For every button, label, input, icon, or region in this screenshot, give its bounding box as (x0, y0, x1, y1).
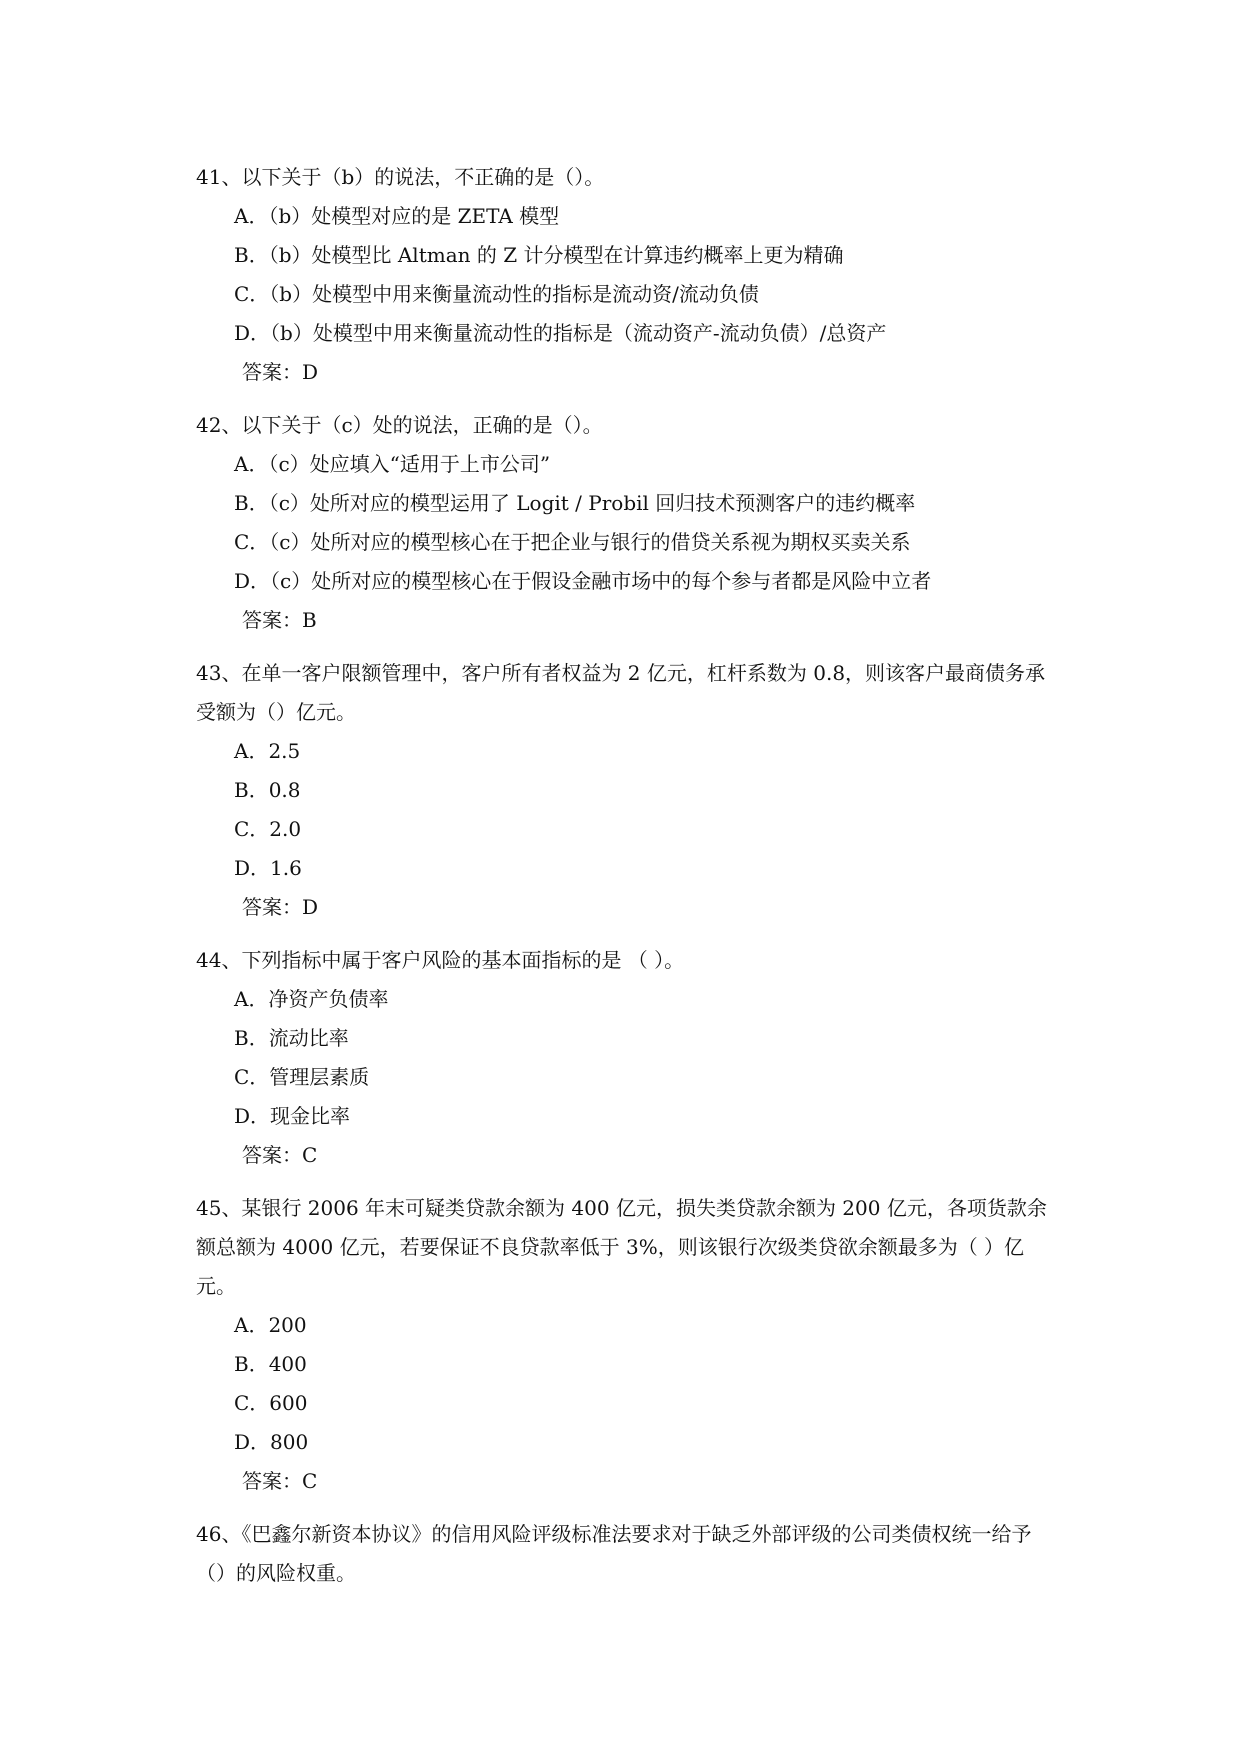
question-45 (196, 1189, 1056, 1501)
question-46 (196, 1515, 1056, 1593)
option-a: A．200 (234, 1313, 307, 1337)
option-d: D．现金比率 (234, 1104, 351, 1128)
question-stem: 45、某银行 2006 年末可疑类贷款余额为 400 亿元，损失类贷款余额为 200 亿元，各项货款余额总额为 4000 亿元，若要保证不良贷款率低于 3%，则该银行次级类贷欲余额最多为（ ）亿元。 (196, 1196, 1047, 1298)
answer-line: 答案：D (242, 895, 319, 919)
option-b: B．（b）处模型比 Altman 的 Z 计分模型在计算违约概率上更为精确 (234, 243, 844, 267)
option-d: D．800 (234, 1430, 309, 1454)
question-43 (196, 654, 1056, 927)
option-c: C．（c）处所对应的模型核心在于把企业与银行的借贷关系视为期权买卖关系 (234, 530, 911, 554)
question-list (196, 158, 1056, 1607)
option-c: C．（b）处模型中用来衡量流动性的指标是流动资/流动负债 (234, 282, 759, 306)
question-stem: 46、《巴鑫尔新资本协议》的信用风险评级标准法要求对于缺乏外部评级的公司类债权统一给予（）的风险权重。 (196, 1522, 1032, 1585)
question-41 (196, 158, 1056, 392)
answer-line: 答案：C (242, 1143, 318, 1167)
option-d: D．（c）处所对应的模型核心在于假设金融市场中的每个参与者都是风险中立者 (234, 569, 932, 593)
option-a: A．（c）处应填入“适用于上市公司” (234, 452, 551, 476)
option-d: D．（b）处模型中用来衡量流动性的指标是（流动资产-流动负债）/总资产 (234, 321, 887, 345)
question-stem: 41、以下关于（b）的说法，不正确的是（）。 (196, 165, 605, 189)
option-a: A．（b）处模型对应的是 ZETA 模型 (234, 204, 560, 228)
option-c: C．管理层素质 (234, 1065, 370, 1089)
option-c: C．2.0 (234, 817, 302, 841)
option-a: A．2.5 (234, 739, 301, 763)
answer-line: 答案：B (242, 608, 317, 632)
answer-line: 答案：C (242, 1469, 318, 1493)
option-c: C．600 (234, 1391, 308, 1415)
option-b: B．流动比率 (234, 1026, 349, 1050)
option-b: B．（c）处所对应的模型运用了 Logit / Probil 回归技术预测客户的违约概率 (234, 491, 916, 515)
option-b: B．400 (234, 1352, 307, 1376)
question-stem: 43、在单一客户限额管理中，客户所有者权益为 2 亿元，杠杆系数为 0.8，则该客户最商债务承受额为（）亿元。 (196, 661, 1046, 724)
option-b: B．0.8 (234, 778, 301, 802)
option-d: D．1.6 (234, 856, 302, 880)
answer-line: 答案：D (242, 360, 319, 384)
question-44 (196, 941, 1056, 1175)
question-stem: 44、下列指标中属于客户风险的基本面指标的是 （ ）。 (196, 948, 685, 972)
question-stem: 42、以下关于（c）处的说法，正确的是（）。 (196, 413, 603, 437)
question-42 (196, 406, 1056, 640)
option-a: A．净资产负债率 (234, 987, 389, 1011)
